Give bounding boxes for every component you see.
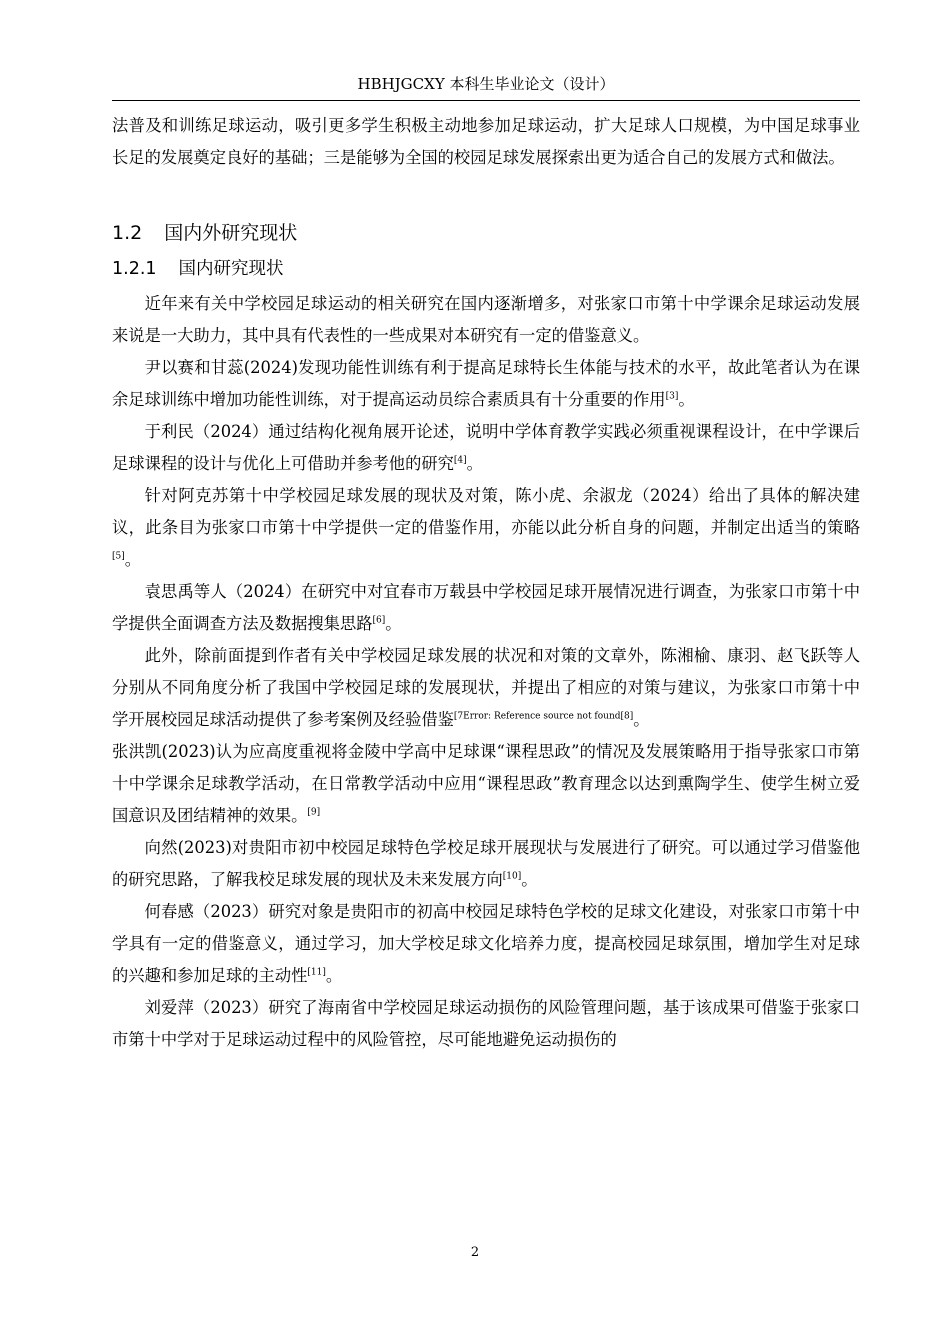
paragraph-end: 。 (678, 390, 695, 409)
citation-ref: [6] (372, 615, 386, 626)
header-divider (112, 100, 860, 101)
paragraph-text: 针对阿克苏第十中学校园足球发展的现状及对策，陈小虎、余淑龙（2024）给出了具体的解决建议，此条目为张家口市第十中学提供一定的借鉴作用，亦能以此分析自身的问题，并制定出适当的策略 (112, 486, 860, 537)
citation-ref: [9] (307, 807, 321, 818)
citation-ref: [11] (307, 967, 326, 978)
citation-ref: [10] (502, 871, 522, 882)
subsection-heading-1-2-1 (112, 254, 860, 284)
paragraph-end: 。 (521, 870, 538, 889)
citation-ref: [3] (665, 391, 679, 402)
subsection-title: 国内研究现状 (178, 259, 284, 279)
paragraph-end: 。 (385, 614, 402, 633)
paragraph-ref-5 (112, 480, 860, 576)
paragraph-ref-4 (112, 416, 860, 480)
paragraph-end: 。 (124, 550, 142, 569)
paragraph-ref-11 (112, 896, 860, 992)
paragraph-text: 此外，除前面提到作者有关中学校园足球发展的状况和对策的文章外，陈湘榆、康羽、赵飞跃等人分别从不同角度分析了我国中学校园足球的发展现状，并提出了相应的对策与建议，为张家口市第十中学开展校园足球活动提供了参考案例及经验借鉴 (112, 646, 860, 729)
paragraph-text: 张洪凯(2023)认为应高度重视将金陵中学高中足球课“课程思政”的情况及发展策略用于指导张家口市第十中学课余足球教学活动，在日常教学活动中应用“课程思政”教育理念以达到熏陶学生、使学生树立爱国意识及团结精神的效果。 (112, 742, 860, 825)
paragraph-text: 向然(2023)对贵阳市初中校园足球特色学校足球开展现状与发展进行了研究。可以通过学习借鉴他的研究思路，了解我校足球发展的现状及未来发展方向 (112, 838, 860, 889)
section-number: 1.2 (112, 222, 143, 244)
section-title: 国内外研究现状 (164, 222, 298, 244)
paragraph-end: 。 (325, 966, 343, 985)
paragraph-text: 尹以赛和甘蕊(2024)发现功能性训练有利于提高足球特长生体能与技术的水平，故此笔者认为在课余足球训练中增加功能性训练，对于提高运动员综合素质具有十分重要的作用 (112, 358, 860, 409)
page-number: 2 (470, 1245, 480, 1260)
paragraph-ref-6 (112, 576, 860, 640)
paragraph-end: 。 (466, 454, 483, 473)
paragraph-continuation: 法普及和训练足球运动，吸引更多学生积极主动地参加足球运动，扩大足球人口规模，为中国足球事业长足的发展奠定良好的基础；三是能够为全国的校园足球发展探索出更为适合自己的发展方式和做法。 (112, 116, 860, 167)
document-body (112, 110, 860, 1056)
paragraph-end: 。 (633, 710, 650, 729)
paragraph-ref-3 (112, 352, 860, 416)
paragraph-ref-7-8 (112, 640, 860, 736)
paragraph-risk-management: 刘爱萍（2023）研究了海南省中学校园足球运动损伤的风险管理问题，基于该成果可借鉴于张家口市第十中学对于足球运动过程中的风险管控，尽可能地避免运动损伤的 (112, 998, 860, 1049)
citation-ref-error: [7Error: Reference source not found[8] (453, 711, 634, 722)
subsection-number: 1.2.1 (112, 259, 157, 279)
running-header: HBHJGCXY 本科生毕业论文（设计） (357, 75, 615, 93)
paragraph-text: 何春感（2023）研究对象是贵阳市的初高中校园足球特色学校的足球文化建设，对张家口市第十中学具有一定的借鉴意义，通过学习，加大学校足球文化培养力度，提高校园足球氛围，增加学生对足球的兴趣和参加足球的主动性 (112, 902, 860, 985)
paragraph-text: 袁思禹等人（2024）在研究中对宜春市万载县中学校园足球开展情况进行调查，为张家口市第十中学提供全面调查方法及数据搜集思路 (112, 582, 860, 633)
citation-ref: [5] (112, 551, 125, 562)
citation-ref: [4] (453, 455, 467, 466)
paragraph-intro: 近年来有关中学校园足球运动的相关研究在国内逐渐增多，对张家口市第十中学课余足球运动发展来说是一大助力，其中具有代表性的一些成果对本研究有一定的借鉴意义。 (112, 294, 860, 345)
section-heading-1-2 (112, 218, 860, 248)
paragraph-ref-10 (112, 832, 860, 896)
paragraph-text: 于利民（2024）通过结构化视角展开论述，说明中学体育教学实践必须重视课程设计，在中学课后足球课程的设计与优化上可借助并参考他的研究 (112, 422, 860, 473)
paragraph-ref-9 (112, 736, 860, 832)
